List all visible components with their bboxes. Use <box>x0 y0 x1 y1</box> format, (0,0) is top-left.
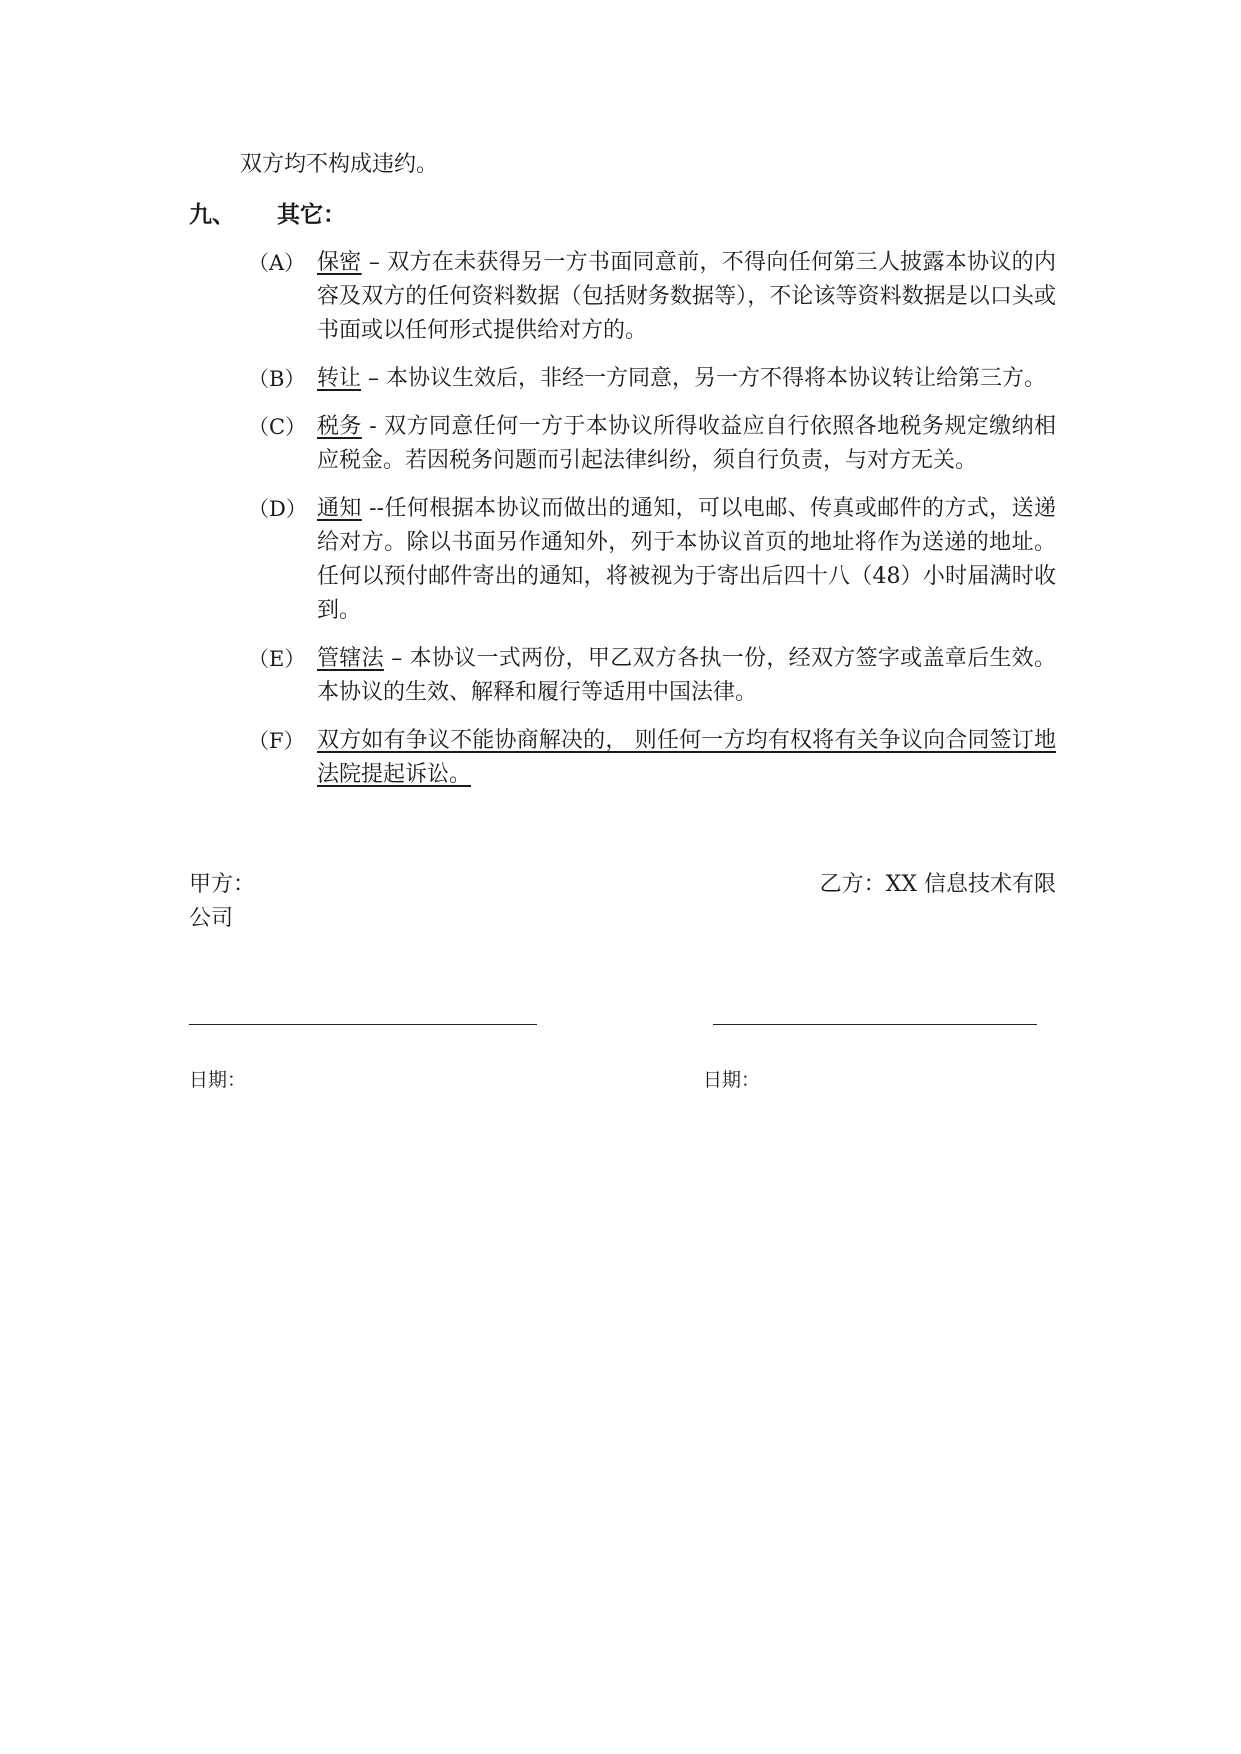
clause-body <box>317 492 1056 628</box>
clause-text: - 双方同意任何一方于本协议所得收益应自行依照各地税务规定缴纳相应税金。若因税务问题而引起法律纠纷，须自行负责，与对方无关。 <box>317 414 1056 473</box>
clause-term: 管辖法 <box>317 646 384 671</box>
clause-b <box>246 362 1056 396</box>
section-number: 九、 <box>189 201 235 228</box>
clause-f <box>246 724 1056 792</box>
clause-term: 通知 <box>317 496 362 521</box>
party-a-label: 甲方： <box>189 872 256 897</box>
clause-text: – 双方在未获得另一方书面同意前，不得向任何第三人披露本协议的内容及双方的任何资料数据（包括财务数据等），不论该等资料数据是以口头或书面或以任何形式提供给对方的。 <box>317 250 1056 343</box>
clause-body <box>317 642 1056 710</box>
section-heading <box>189 198 346 232</box>
clause-body <box>317 246 1056 348</box>
clause-e <box>246 642 1056 710</box>
clause-label: （C） <box>248 415 307 439</box>
party-b-label: 乙方：XX 信息技术有限 <box>819 872 1056 897</box>
clause-c <box>246 410 1056 478</box>
clause-text: --任何根据本协议而做出的通知，可以电邮、传真或邮件的方式，送递给对方。除以书面另作通知外，列于本协议首页的地址将作为送递的地址。任何以预付邮件寄出的通知，将被视为于寄出后四十八（48）小时届满时收到。 <box>317 496 1056 623</box>
clause-text: 双方如有争议不能协商解决的， 则任何一方均有权将有关争议向合同签订地法院提起诉讼。 <box>317 728 1056 787</box>
clause-text: – 本协议一式两份，甲乙双方各执一份，经双方签字或盖章后生效。本协议的生效、解释和履行等适用中国法律。 <box>317 646 1056 705</box>
clause-term: 转让 <box>317 366 362 391</box>
clause-term: 税务 <box>317 414 362 439</box>
clause-label: （E） <box>248 647 306 671</box>
clause-a <box>246 246 1056 348</box>
clause-d <box>246 492 1056 628</box>
clause-term: 保密 <box>317 250 362 275</box>
continuation-text: 双方均不构成违约。 <box>240 152 439 177</box>
date-label-party-a: 日期： <box>189 1069 247 1091</box>
clause-label: （B） <box>248 367 306 391</box>
date-label-party-b: 日期： <box>703 1069 761 1091</box>
clause-label: （A） <box>248 251 306 275</box>
clause-body <box>317 724 1056 792</box>
party-b-label-wrap: 公司 <box>189 906 234 931</box>
clause-text: – 本协议生效后，非经一方同意，另一方不得将本协议转让给第三方。 <box>361 366 1047 391</box>
signature-line-party-a <box>189 1024 537 1025</box>
clause-label: （F） <box>248 729 305 753</box>
signature-line-party-b <box>713 1024 1037 1025</box>
clause-list <box>246 246 1056 806</box>
section-title: 其它： <box>277 201 346 228</box>
clause-body <box>317 362 1056 396</box>
clause-label: （D） <box>248 497 307 521</box>
clause-body <box>317 410 1056 478</box>
